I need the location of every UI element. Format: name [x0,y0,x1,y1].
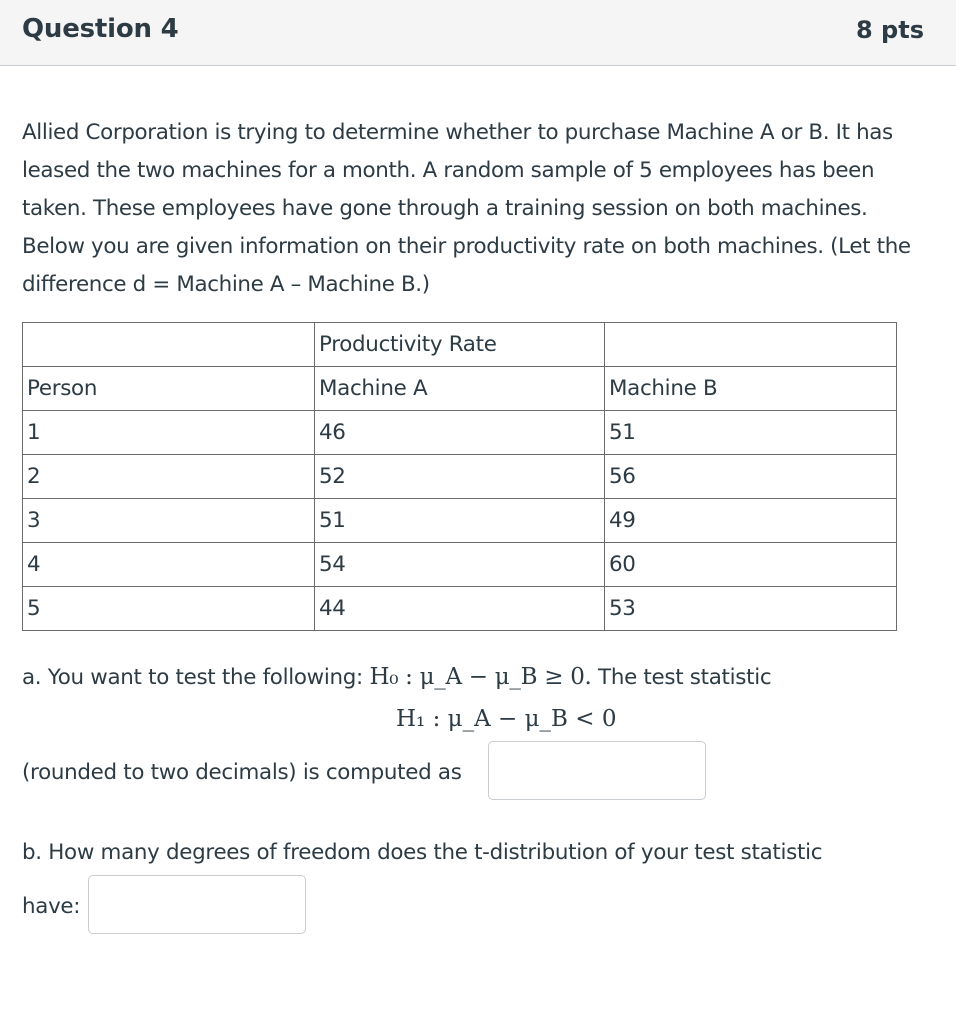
cell-person: 5 [23,587,315,631]
cell-machine-a: 54 [315,543,605,587]
part-a-prefix: a. You want to test the following: [22,665,363,690]
table-header-row [23,367,897,411]
cell-machine-b: 49 [605,499,897,543]
part-a-line1 [22,664,771,690]
degrees-of-freedom-input[interactable] [88,875,306,934]
table-group-header-row [23,323,897,367]
cell-machine-a: 44 [315,587,605,631]
cell-machine-a: 52 [315,455,605,499]
cell-machine-b: 51 [605,411,897,455]
cell-machine-b: 56 [605,455,897,499]
table-row [23,455,897,499]
question-title: Question 4 [22,14,179,44]
question-header [0,0,956,66]
cell-person: 1 [23,411,315,455]
part-b-line2: have: [22,894,81,919]
null-hypothesis: H₀ : μ_A − μ_B ≥ 0. [369,664,592,690]
cell-machine-a: 46 [315,411,605,455]
part-a-line2: (rounded to two decimals) is computed as [22,760,462,785]
cell-machine-a: 51 [315,499,605,543]
cell-person: 2 [23,455,315,499]
table-row [23,499,897,543]
cell-person: 4 [23,543,315,587]
table-cell [23,323,315,367]
question-points: 8 pts [856,16,924,44]
productivity-table [22,322,897,631]
column-header-machine-a: Machine A [315,367,605,411]
cell-person: 3 [23,499,315,543]
table-row [23,587,897,631]
cell-machine-b: 53 [605,587,897,631]
column-header-person: Person [23,367,315,411]
table-row [23,411,897,455]
part-b-line1: b. How many degrees of freedom does the t-distribution of your test statistic [22,840,823,865]
question-intro: Allied Corporation is trying to determine whether to purchase Machine A or B. It has leased the two machines for a month. A random sample of 5 employees has been taken. These employees have gone through a training session on both machines. Below you are given information on their productivity rate on both machines. (Let the difference d = Machine A – Machine B.) [22,120,911,297]
table-row [23,543,897,587]
alternative-hypothesis: H₁ : μ_A − μ_B < 0 [396,706,617,732]
cell-machine-b: 60 [605,543,897,587]
part-a-suffix: The test statistic [598,665,772,690]
table-group-header: Productivity Rate [315,323,605,367]
column-header-machine-b: Machine B [605,367,897,411]
test-statistic-input[interactable] [488,741,706,800]
table-cell [605,323,897,367]
